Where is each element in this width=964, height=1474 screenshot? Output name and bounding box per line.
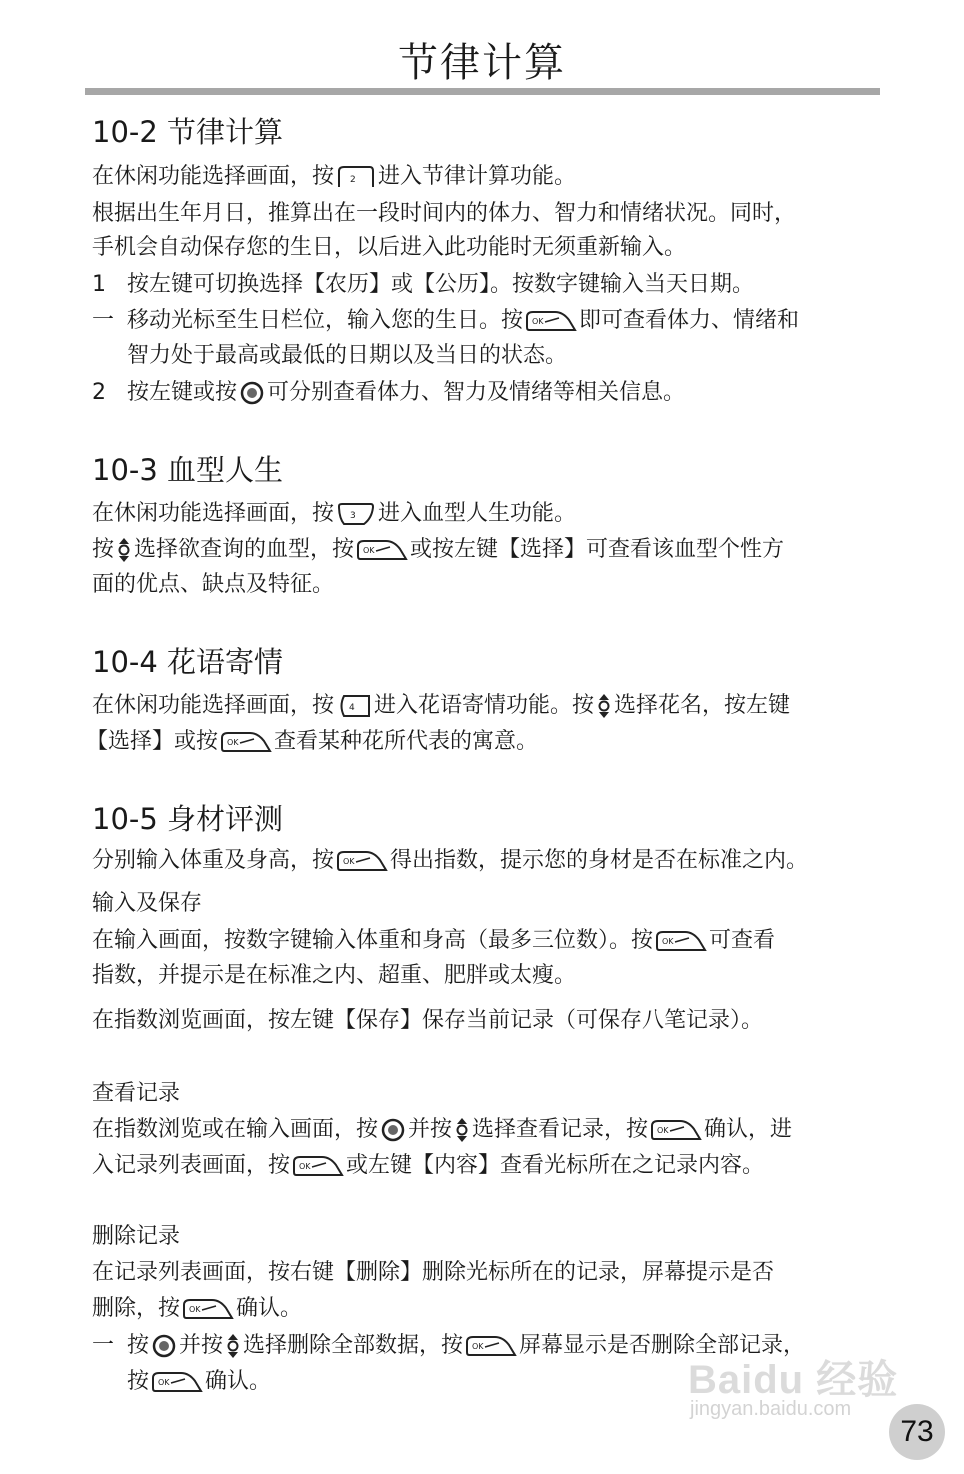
s1-sub-item-line-1 xyxy=(127,304,917,338)
updown-key-icon xyxy=(116,537,132,563)
s4-line-5 xyxy=(92,1113,882,1147)
page-number: 73 xyxy=(889,1404,945,1460)
text: 在休闲功能选择画面，按 xyxy=(92,693,335,718)
text: 按 xyxy=(127,1369,150,1394)
text: 或按左键【选择】可查看该血型个性方 xyxy=(410,537,785,562)
svg-text:OK: OK xyxy=(662,937,674,946)
list-marker: 一 xyxy=(92,1333,115,1358)
text: 并按 xyxy=(179,1333,224,1358)
text: 按左键或按 xyxy=(127,380,238,405)
ok-key-icon xyxy=(655,929,707,953)
svg-text:OK: OK xyxy=(343,857,355,866)
number-key-4-icon xyxy=(336,694,372,718)
updown-key-icon xyxy=(596,693,612,719)
text: 在指数浏览或在输入画面，按 xyxy=(92,1117,379,1142)
nav-key-icon xyxy=(380,1118,406,1142)
text: 在休闲功能选择画面，按 xyxy=(92,164,335,189)
text: 分别输入体重及身高，按 xyxy=(92,848,335,873)
svg-text:OK: OK xyxy=(227,738,239,747)
text: 确认。 xyxy=(236,1296,303,1321)
nav-key-icon xyxy=(239,381,265,405)
s2-line-3: 面的优点、缺点及特征。 xyxy=(92,572,335,597)
text: 进入节律计算功能。 xyxy=(378,164,577,189)
svg-text:OK: OK xyxy=(299,1162,311,1171)
s4-subheading-delete-records: 删除记录 xyxy=(92,1224,181,1249)
text: 选择查看记录，按 xyxy=(472,1117,649,1142)
s3-line-1 xyxy=(92,689,882,723)
svg-text:3: 3 xyxy=(350,511,356,521)
watermark-url: jingyan.baidu.com xyxy=(690,1398,852,1420)
text: 并按 xyxy=(408,1117,453,1142)
page-title: 节律计算 xyxy=(398,40,566,86)
text: 确认。 xyxy=(205,1369,272,1394)
text: 查看某种花所代表的寓意。 xyxy=(274,729,539,754)
title-divider xyxy=(85,88,880,95)
svg-text:OK: OK xyxy=(158,1378,170,1387)
text: 选择删除全部数据，按 xyxy=(243,1333,464,1358)
s1-desc-line-2: 手机会自动保存您的生日，以后进入此功能时无须重新输入。 xyxy=(92,235,687,260)
text: 或左键【内容】查看光标所在之记录内容。 xyxy=(346,1153,765,1178)
text: 可查看 xyxy=(709,928,776,953)
ok-key-icon xyxy=(292,1154,344,1178)
s1-sub-item-line-2: 智力处于最高或最低的日期以及当日的状态。 xyxy=(127,343,568,368)
watermark-logo: Baidu 经验 xyxy=(688,1358,899,1402)
text: 确认，进 xyxy=(704,1117,793,1142)
text: 屏幕显示是否删除全部记录， xyxy=(519,1333,806,1358)
s4-subheading-view-records: 查看记录 xyxy=(92,1081,181,1106)
svg-text:OK: OK xyxy=(472,1342,484,1351)
s4-line-6 xyxy=(92,1149,882,1183)
s1-item-1: 按左键可切换选择【农历】或【公历】。按数字键输入当天日期。 xyxy=(127,272,755,297)
s3-line-2 xyxy=(86,725,876,759)
ok-key-icon xyxy=(220,730,272,754)
text: 选择欲查询的血型，按 xyxy=(134,537,355,562)
text: 选择花名，按左键 xyxy=(614,693,791,718)
ok-key-icon xyxy=(151,1370,203,1394)
list-marker: 一 xyxy=(92,308,115,333)
s2-line-2 xyxy=(92,533,882,567)
number-key-2-icon xyxy=(336,165,376,189)
s4-line-3: 指数，并提示是在标准之内、超重、肥胖或太瘦。 xyxy=(92,963,577,988)
ok-key-icon xyxy=(336,849,388,873)
s4-line-2 xyxy=(92,924,882,958)
svg-text:4: 4 xyxy=(349,703,355,713)
s1-intro-line xyxy=(92,160,882,194)
number-key-3-icon xyxy=(336,502,376,526)
s4-line-8 xyxy=(92,1292,882,1326)
ok-key-icon xyxy=(182,1297,234,1321)
s4-line-4: 在指数浏览画面，按左键【保存】保存当前记录（可保存八笔记录）。 xyxy=(92,1008,764,1033)
updown-key-icon xyxy=(225,1333,241,1359)
text: 入记录列表画面，按 xyxy=(92,1153,291,1178)
svg-text:OK: OK xyxy=(657,1126,669,1135)
svg-text:2: 2 xyxy=(350,175,356,185)
text: 在休闲功能选择画面，按 xyxy=(92,501,335,526)
s2-intro-line xyxy=(92,497,882,531)
svg-text:OK: OK xyxy=(363,546,375,555)
text: 移动光标至生日栏位，输入您的生日。按 xyxy=(127,308,524,333)
section-heading-10-4: 10-4 花语寄情 xyxy=(92,645,284,679)
s4-line-7: 在记录列表画面，按右键【删除】删除光标所在的记录，屏幕提示是否 xyxy=(92,1260,775,1285)
nav-key-icon xyxy=(151,1334,177,1358)
list-marker: 1 xyxy=(92,272,106,297)
text: 删除，按 xyxy=(92,1296,181,1321)
text: 可分别查看体力、智力及情绪等相关信息。 xyxy=(267,380,686,405)
text: 按 xyxy=(92,537,115,562)
ok-key-icon xyxy=(356,538,408,562)
text: 得出指数，提示您的身材是否在标准之内。 xyxy=(390,848,809,873)
ok-key-icon xyxy=(650,1118,702,1142)
section-heading-10-5: 10-5 身材评测 xyxy=(92,802,284,836)
ok-key-icon xyxy=(525,309,577,333)
section-heading-10-3: 10-3 血型人生 xyxy=(92,453,284,487)
list-marker: 2 xyxy=(92,380,106,405)
text: 进入血型人生功能。 xyxy=(378,501,577,526)
text: 【选择】或按 xyxy=(86,729,219,754)
s4-line-1 xyxy=(92,844,882,878)
s4-subheading-input-save: 输入及保存 xyxy=(92,891,203,916)
svg-text:OK: OK xyxy=(189,1305,201,1314)
text: 在输入画面，按数字键输入体重和身高（最多三位数）。按 xyxy=(92,928,654,953)
text: 即可查看体力、情绪和 xyxy=(579,308,800,333)
s1-desc-line-1: 根据出生年月日，推算出在一段时间内的体力、智力和情绪状况。同时， xyxy=(92,201,797,226)
section-heading-10-2: 10-2 节律计算 xyxy=(92,115,284,149)
ok-key-icon xyxy=(465,1334,517,1358)
s1-item-2 xyxy=(127,376,917,410)
svg-text:OK: OK xyxy=(532,317,544,326)
text: 进入花语寄情功能。按 xyxy=(374,693,595,718)
updown-key-icon xyxy=(454,1117,470,1143)
text: 按 xyxy=(127,1333,150,1358)
